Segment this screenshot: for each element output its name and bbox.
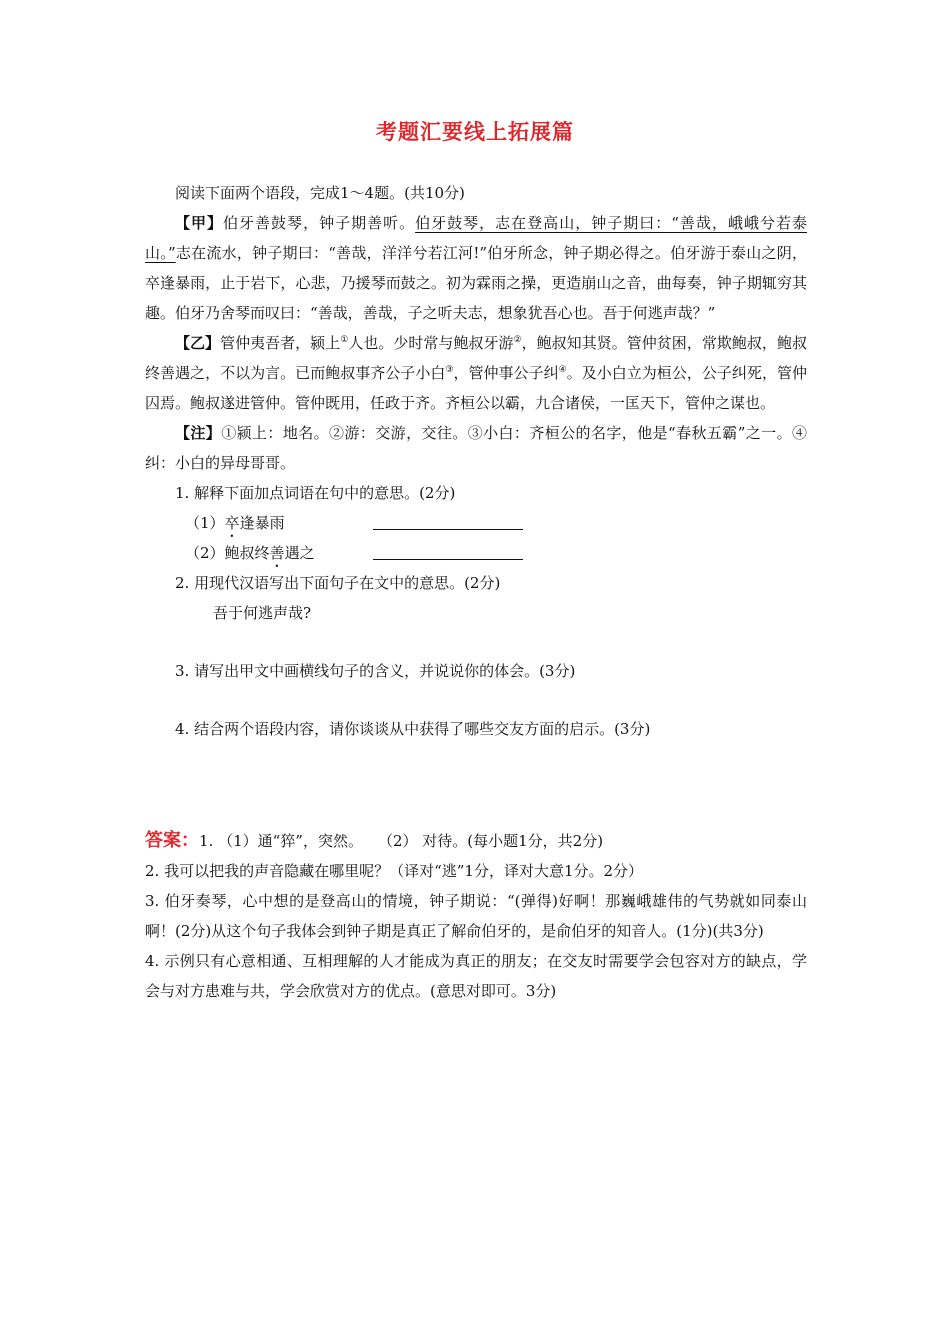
- passage-jia-underlined-sentence: 伯牙鼓琴，志在登高山，钟子期曰：“善哉，峨峨兮若泰山。”: [145, 214, 807, 262]
- notes-label: 【注】: [175, 424, 222, 442]
- question-1-item-1-suffix: 逢暴雨: [239, 514, 285, 532]
- question-1-item-2-dotted-word: 善: [269, 544, 285, 562]
- footnote-mark-4: ④: [558, 365, 567, 375]
- passage-yi-text-e: 。及小白立为桓公，公子纠死，管仲囚焉。鲍叔遂进管仲。管仲既用，任政于齐。齐桓公以霸，九合诸侯，一匡天下，管仲之谋也。: [145, 364, 807, 412]
- answer-blank-2[interactable]: [373, 559, 523, 560]
- question-1-item-1: [145, 508, 807, 538]
- answer-1-text: 1. （1）通“猝”，突然。 （2） 对待。(每小题1分，共2分): [199, 832, 604, 850]
- answer-label: 答案：: [145, 830, 199, 851]
- question-1-item-2-suffix: 遇之: [284, 544, 315, 562]
- passage-yi-text-a: 管仲夷吾者，颍上: [220, 334, 341, 352]
- question-2: 2. 用现代汉语写出下面句子在文中的意思。(2分): [175, 574, 501, 592]
- instruction: 阅读下面两个语段，完成1～4题。(共10分): [175, 184, 465, 202]
- question-3: 3. 请写出甲文中画横线句子的含义，并说说你的体会。(3分): [175, 662, 576, 680]
- notes-text: ①颍上：地名。②游：交游，交往。③小白：齐桓公的名字，他是“春秋五霸”之一。④纠：小白的异母哥哥。: [145, 424, 807, 472]
- answer-4: 4. 示例只有心意相通、互相理解的人才能成为真正的朋友；在交友时需要学会包容对方的缺点，学会与对方患难与共，学会欣赏对方的优点。(意思对即可。3分): [145, 952, 807, 1000]
- footnote-mark-2: ②: [513, 335, 522, 345]
- passage-yi-text-b: 人也。少时常与鲍叔牙游: [348, 334, 514, 352]
- question-4: 4. 结合两个语段内容，请你谈谈从中获得了哪些交友方面的启示。(3分): [175, 720, 651, 738]
- footnote-mark-3: ③: [445, 365, 454, 375]
- passage-yi-label: 【乙】: [175, 334, 221, 352]
- notes: [145, 418, 807, 478]
- answer-space-3: [145, 686, 807, 714]
- question-1-item-2-prefix: （2）鲍叔终: [185, 544, 270, 562]
- exercise-section: [145, 178, 807, 744]
- passage-yi: [145, 328, 807, 418]
- passage-yi-text-c: ，鲍叔知其贤。管仲贫困，常欺鲍叔，鲍叔终善遇之，不以为言。已而鲍叔事齐公子小白: [145, 334, 807, 382]
- passage-jia-text-2: 志在流水，钟子期曰：“善哉，洋洋兮若江河!”伯牙所念，钟子期必得之。伯牙游于泰山之阴，卒逢暴雨，止于岩下，心悲，乃援琴而鼓之。初为霖雨之操，更造崩山之音，曲每奏，钟子期辄穷其趣。伯牙乃舍琴而叹曰：“善哉，善哉，子之听夫志，想象犹吾心也。吾于何逃声哉？”: [145, 244, 808, 322]
- question-1: 1. 解释下面加点词语在句中的意思。(2分): [175, 484, 456, 502]
- answer-1: [145, 826, 807, 856]
- question-2-sentence: 吾于何逃声哉?: [213, 604, 312, 622]
- answer-blank-1[interactable]: [373, 529, 523, 530]
- passage-jia: [145, 208, 807, 328]
- passage-yi-text-d: ，管仲事公子纠: [453, 364, 559, 382]
- question-1-item-1-prefix: （1）: [185, 514, 225, 532]
- answer-space-2: [145, 628, 807, 656]
- footnote-mark-1: ①: [340, 335, 349, 345]
- answer-3: 3. 伯牙奏琴，心中想的是登高山的情境，钟子期说：“(弹得)好啊！那巍峨雄伟的气势就如同泰山啊！(2分)从这个句子我体会到钟子期是真正了解俞伯牙的，是俞伯牙的知音人。(1分)(共3分): [145, 892, 807, 940]
- answer-section: [145, 826, 807, 1006]
- question-1-item-2: [145, 538, 807, 568]
- passage-jia-label: 【甲】: [175, 214, 224, 232]
- question-1-item-1-dotted-word: 卒: [224, 514, 240, 532]
- passage-jia-text-1: 伯牙善鼓琴，钟子期善听。: [223, 214, 416, 232]
- page-title: 考题汇要线上拓展篇: [376, 120, 574, 144]
- answer-2: 2. 我可以把我的声音隐藏在哪里呢？（译对“逃”1分，译对大意1分。2分）: [145, 862, 644, 880]
